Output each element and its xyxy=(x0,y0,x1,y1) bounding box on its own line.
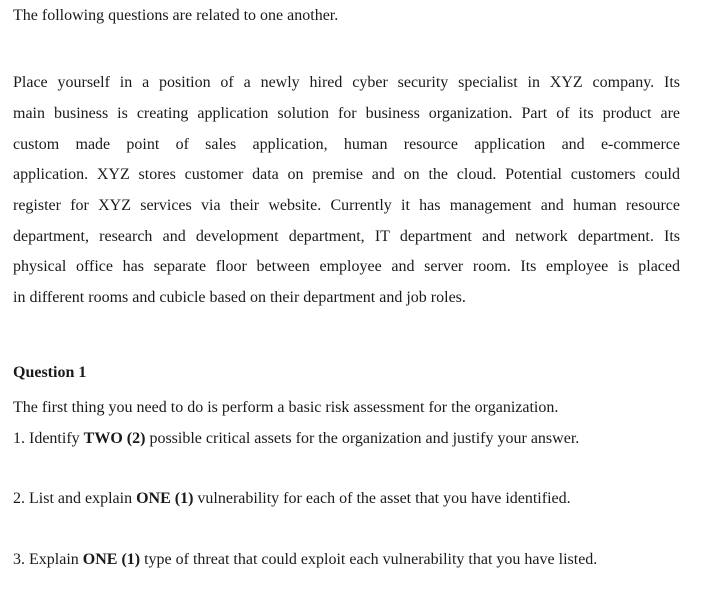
scenario-line: main business is creating application solution for business organization. Part of its product are xyxy=(13,105,680,122)
item-text-before: Identify xyxy=(29,430,80,447)
scenario-line: custom made point of sales application, human resource application and e-commerce xyxy=(13,136,680,153)
item-emphasis: ONE (1) xyxy=(82,551,141,568)
item-text-after: type of threat that could exploit each vulnerability that you have listed. xyxy=(144,551,598,568)
item-number: 3. xyxy=(13,551,25,568)
item-text-before: Explain xyxy=(29,551,79,568)
scenario-line: application. XYZ stores customer data on premise and on the cloud. Potential customers could xyxy=(13,166,680,183)
item-emphasis: TWO (2) xyxy=(83,430,146,447)
item-text-before: List and explain xyxy=(29,490,133,507)
intro-text: The following questions are related to one another. xyxy=(13,7,339,24)
scenario-line: register for XYZ services via their website. Currently it has management and human resource xyxy=(13,197,680,214)
item-text-after: vulnerability for each of the asset that you have identified. xyxy=(197,490,571,507)
scenario-line: in different rooms and cubicle based on their department and job roles. xyxy=(13,289,466,306)
question-heading: Question 1 xyxy=(13,364,87,381)
item-emphasis: ONE (1) xyxy=(136,490,194,507)
question-intro: The first thing you need to do is perform a basic risk assessment for the organization. xyxy=(13,399,559,416)
item-number: 1. xyxy=(13,430,25,447)
item-number: 2. xyxy=(13,490,25,507)
scenario-line: department, research and development department, IT department and network department. Its xyxy=(13,228,680,245)
scenario-line: physical office has separate floor between employee and server room. Its employee is placed xyxy=(13,258,680,275)
question-item xyxy=(13,429,579,449)
question-item xyxy=(13,550,597,570)
question-item xyxy=(13,489,571,509)
item-text-after: possible critical assets for the organization and justify your answer. xyxy=(149,430,580,447)
scenario-line: Place yourself in a position of a newly hired cyber security specialist in XYZ company. Its xyxy=(13,74,680,91)
